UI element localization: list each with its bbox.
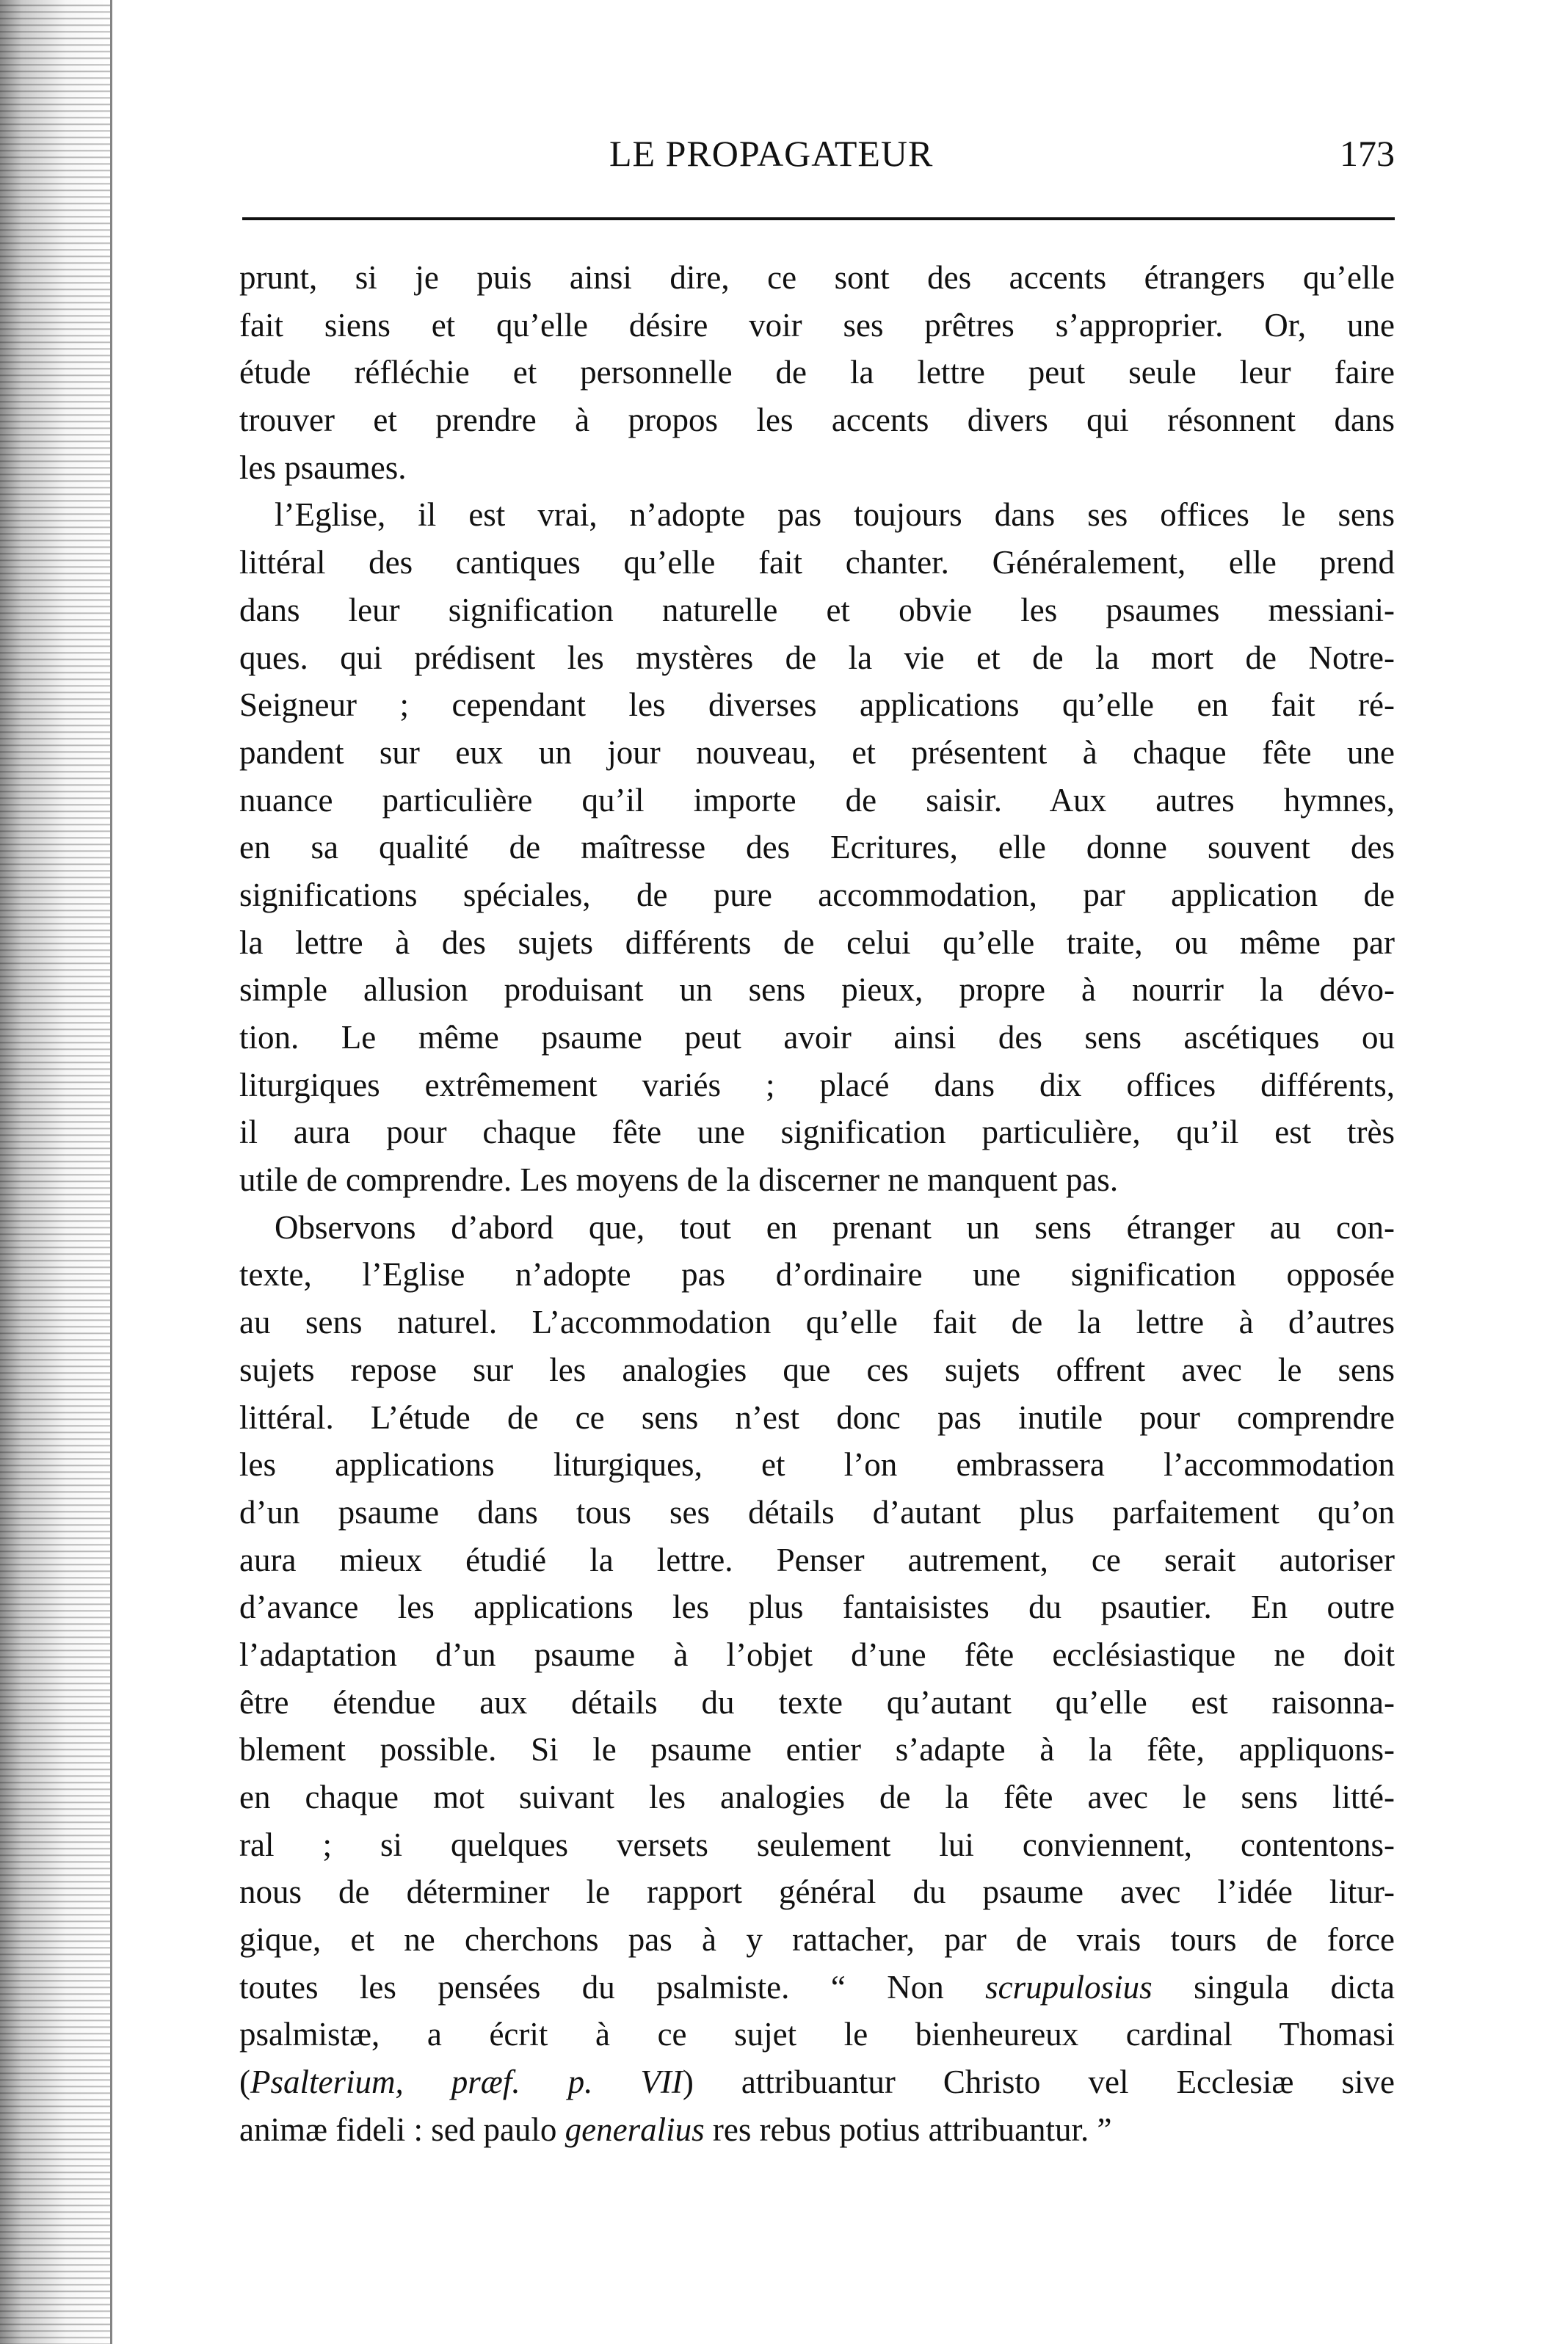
text-body <box>239 254 1395 2154</box>
text-line: dans leur signification naturelle et obvie les psaumes messiani- <box>239 591 1395 628</box>
text-line: animæ fideli : sed paulo generalius res rebus potius attribuantur. ” <box>239 2111 1112 2148</box>
text-line: blement possible. Si le psaume entier s’adapte à la fête, appliquons- <box>239 1731 1395 1768</box>
text-line: trouver et prendre à propos les accents divers qui résonnent dans <box>239 402 1395 439</box>
text-line: ques. qui prédisent les mystères de la vie et de la mort de Notre- <box>239 639 1395 676</box>
text-line: littéral. L’étude de ce sens n’est donc pas inutile pour comprendre <box>239 1398 1395 1436</box>
header-rule <box>242 217 1395 220</box>
text-line: significations spéciales, de pure accommodation, par application de <box>239 876 1395 913</box>
text-line: l’Eglise, il est vrai, n’adopte pas toujours dans ses offices le sens <box>275 496 1395 534</box>
text-line: pandent sur eux un jour nouveau, et présentent à chaque fête une <box>239 733 1395 771</box>
text-line: il aura pour chaque fête une signification particulière, qu’il est très <box>239 1114 1395 1151</box>
text-line: sujets repose sur les analogies que ces sujets offrent avec le sens <box>239 1351 1395 1388</box>
italic-text: generalius <box>565 2111 705 2148</box>
text-line: nuance particulière qu’il importe de saisir. Aux autres hymnes, <box>239 781 1395 819</box>
running-title: LE PROPAGATEUR <box>609 133 934 174</box>
text-line: être étendue aux détails du texte qu’autant qu’elle est raisonna- <box>239 1683 1395 1721</box>
text-line: l’adaptation d’un psaume à l’objet d’une fête ecclésiastique ne doit <box>239 1636 1395 1673</box>
text-line: d’un psaume dans tous ses détails d’autant plus parfaitement qu’on <box>239 1493 1395 1531</box>
text-line: aura mieux étudié la lettre. Penser autrement, ce serait autoriser <box>239 1541 1395 1578</box>
text-line: nous de déterminer le rapport général du psaume avec l’idée litur- <box>239 1873 1395 1911</box>
page-header <box>242 132 1395 191</box>
text-line: psalmistæ, a écrit à ce sujet le bienheureux cardinal Thomasi <box>239 2016 1395 2053</box>
text-line: en chaque mot suivant les analogies de la fête avec le sens litté- <box>239 1779 1395 1815</box>
text-line: Observons d’abord que, tout en prenant un sens étranger au con- <box>275 1208 1395 1246</box>
italic-text: Psalterium, præf. p. VII <box>250 2064 683 2101</box>
text-line: Seigneur ; cependant les diverses applications qu’elle en fait ré- <box>239 686 1395 724</box>
italic-text: scrupulosius <box>985 1968 1153 2006</box>
text-line: en sa qualité de maîtresse des Ecritures, elle donne souvent des <box>239 829 1395 866</box>
text-line: étude réfléchie et personnelle de la lettre peut seule leur faire <box>239 354 1395 391</box>
text-line: liturgiques extrêmement variés ; placé dans dix offices différents, <box>239 1066 1395 1103</box>
text-line: la lettre à des sujets différents de celui qu’elle traite, ou même par <box>239 924 1395 961</box>
text-line: utile de comprendre. Les moyens de la discerner ne manquent pas. <box>239 1161 1119 1199</box>
text-line: les psaumes. <box>239 449 407 486</box>
page-binding-shadow <box>0 0 110 2344</box>
page-number: 173 <box>1340 133 1395 174</box>
binding-edge <box>110 0 112 2344</box>
text-line: littéral des cantiques qu’elle fait chanter. Généralement, elle prend <box>239 544 1395 581</box>
text-line: texte, l’Eglise n’adopte pas d’ordinaire une signification opposée <box>239 1256 1395 1293</box>
text-line: les applications liturgiques, et l’on embrassera l’accommodation <box>239 1446 1395 1484</box>
text-line: au sens naturel. L’accommodation qu’elle fait de la lettre à d’autres <box>239 1304 1395 1341</box>
text-line: fait siens et qu’elle désire voir ses prêtres s’approprier. Or, une <box>239 306 1395 344</box>
text-line: d’avance les applications les plus fantaisistes du psautier. En outre <box>239 1589 1395 1626</box>
text-line: prunt, si je puis ainsi dire, ce sont des accents étrangers qu’elle <box>239 259 1395 296</box>
text-line: simple allusion produisant un sens pieux, propre à nourrir la dévo- <box>239 971 1395 1009</box>
text-line: gique, et ne cherchons pas à y rattacher, par de vrais tours de force <box>239 1921 1395 1959</box>
text-line: toutes les pensées du psalmiste. “ Non scrupulosius singula dicta <box>239 1968 1395 2006</box>
text-line: tion. Le même psaume peut avoir ainsi des sens ascétiques ou <box>239 1019 1395 1056</box>
text-line: ral ; si quelques versets seulement lui conviennent, contentons- <box>239 1826 1395 1863</box>
text-line: (Psalterium, præf. p. VII) attribuantur Christo vel Ecclesiæ sive <box>239 2064 1395 2101</box>
